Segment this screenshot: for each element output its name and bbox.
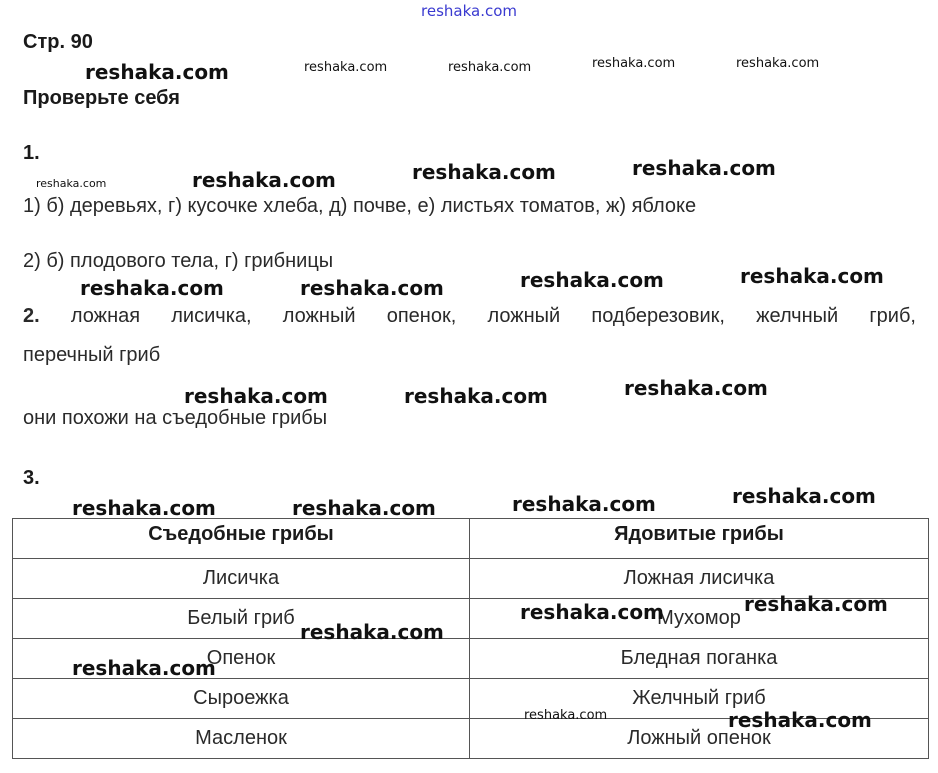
watermark: reshaka.com	[80, 276, 224, 300]
question-2-line-2: перечный гриб	[23, 344, 161, 366]
watermark: reshaka.com	[85, 60, 229, 84]
watermark: reshaka.com	[736, 56, 820, 71]
watermark: reshaka.com	[72, 656, 216, 680]
cell-poisonous: Ложный опенок	[470, 719, 929, 759]
watermark: reshaka.com	[520, 600, 664, 624]
cell-edible: Сыроежка	[13, 679, 470, 719]
cell-edible: Масленок	[13, 719, 470, 759]
watermark: reshaka.com	[304, 60, 388, 75]
question-2-text: ложная лисичка, ложный опенок, ложный подберезовик, желчный гриб,	[70, 305, 916, 327]
watermark: reshaka.com	[404, 384, 548, 408]
cell-edible: Лисичка	[13, 559, 470, 599]
watermark: reshaka.com	[624, 376, 768, 400]
question-3-number: 3.	[23, 467, 40, 489]
page-label: Стр. 90	[23, 31, 93, 53]
watermark: reshaka.com	[192, 168, 336, 192]
header-poisonous: Ядовитые грибы	[470, 519, 929, 559]
watermark: reshaka.com	[632, 156, 776, 180]
watermark: reshaka.com	[292, 496, 436, 520]
watermark: reshaka.com	[72, 496, 216, 520]
watermark: reshaka.com	[728, 708, 872, 732]
watermark: reshaka.com	[740, 264, 884, 288]
section-title: Проверьте себя	[23, 87, 180, 109]
header-edible: Съедобные грибы	[13, 519, 470, 559]
watermark: reshaka.com	[184, 384, 328, 408]
question-1-number: 1.	[23, 142, 40, 164]
question-2-line-3: они похожи на съедобные грибы	[23, 407, 328, 429]
watermark: reshaka.com	[524, 708, 608, 723]
watermark: reshaka.com	[732, 484, 876, 508]
cell-poisonous: Мухомор	[470, 599, 929, 639]
top-watermark: reshaka.com	[421, 2, 517, 20]
cell-edible: Белый гриб	[13, 599, 470, 639]
table-header-row	[13, 519, 929, 559]
cell-poisonous: Бледная поганка	[470, 639, 929, 679]
cell-edible: Опенок	[13, 639, 470, 679]
question-1-answer-1: 1) б) деревьях, г) кусочке хлеба, д) почве, е) листьях томатов, ж) яблоке	[23, 195, 697, 217]
question-2-number: 2.	[23, 305, 40, 327]
watermark: reshaka.com	[300, 276, 444, 300]
question-1-answer-2: 2) б) плодового тела, г) грибницы	[23, 250, 334, 272]
watermark: reshaka.com	[36, 177, 107, 190]
question-2-line-1	[23, 305, 916, 328]
watermark: reshaka.com	[744, 592, 888, 616]
cell-poisonous: Желчный гриб	[470, 679, 929, 719]
watermark: reshaka.com	[412, 160, 556, 184]
watermark: reshaka.com	[448, 60, 532, 75]
watermark: reshaka.com	[592, 56, 676, 71]
watermark: reshaka.com	[520, 268, 664, 292]
watermark: reshaka.com	[300, 620, 444, 644]
watermark: reshaka.com	[512, 492, 656, 516]
cell-poisonous: Ложная лисичка	[470, 559, 929, 599]
